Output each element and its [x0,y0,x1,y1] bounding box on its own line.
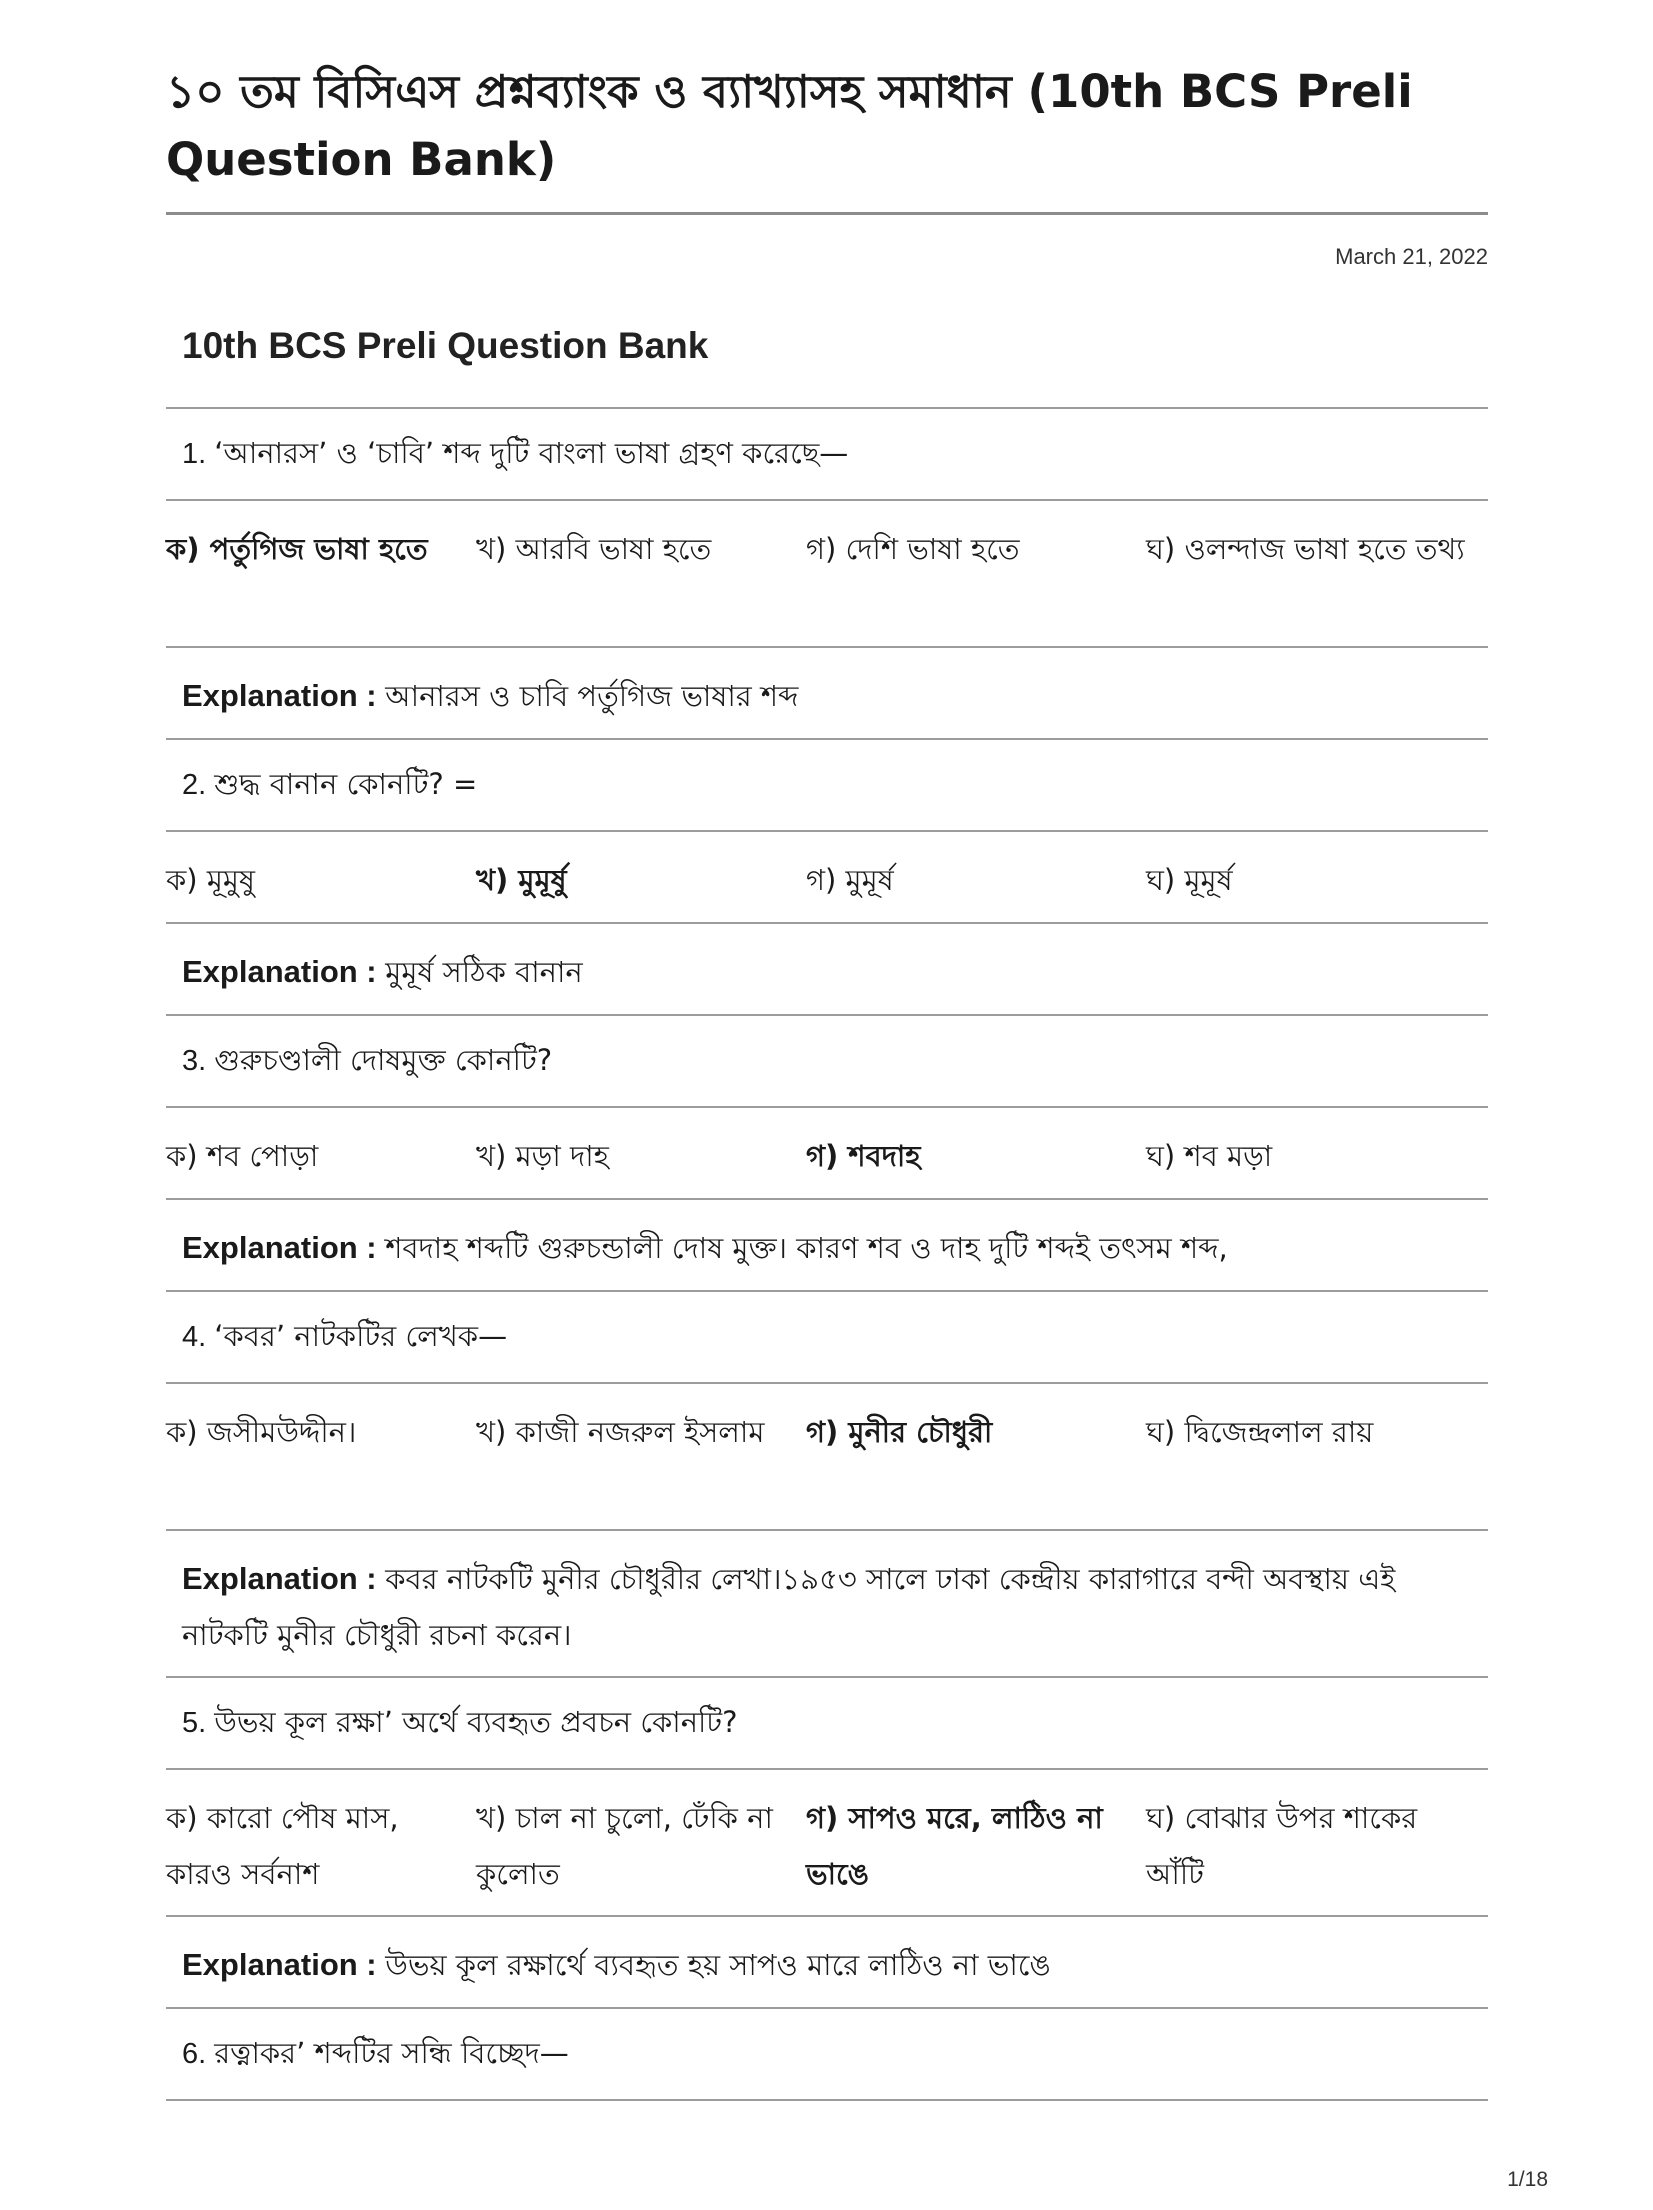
option-ga: গ) সাপও মরে, লাঠিও না ভাঙে [806,1801,1103,1891]
explanation-2 [166,924,1488,1016]
explanation-3 [166,1200,1488,1292]
options-3 [166,1108,1488,1200]
question-number: 6. [182,2038,215,2070]
options-5 [166,1770,1488,1917]
options-2 [166,832,1488,924]
explanation-5 [166,1917,1488,2009]
question-number: 1. [182,438,215,470]
question-5 [166,1678,1488,1770]
option-kha: খ) মুমূর্ষু [476,863,567,897]
section-title: 10th BCS Preli Question Bank [182,325,709,366]
question-4 [166,1292,1488,1384]
explanation-text: উভয় কূল রক্ষার্থে ব্যবহৃত হয় সাপও মারে লাঠিও না ভাঙে [385,1948,1051,1982]
question-number: 3. [182,1045,215,1077]
explanation-label: Explanation : [182,1230,386,1265]
question-1 [166,409,1488,501]
option-ka: ক) জসীমউদ্দীন। [166,1415,357,1449]
publish-date: March 21, 2022 [1335,244,1488,269]
options-1 [166,501,1488,648]
question-text: গুরুচণ্ডালী দোষমুক্ত কোনটি? [214,1043,553,1077]
option-ka: ক) শব পোড়া [166,1139,319,1173]
option-ka: ক) কারো পৌষ মাস, কারও সর্বনাশ [166,1801,399,1891]
question-text: উভয় কূল রক্ষা’ অর্থে ব্যবহৃত প্রবচন কোনটি? [214,1705,738,1739]
option-gha: ঘ) মূমূর্ষ [1146,863,1233,897]
question-text: ‘কবর’ নাটকটির লেখক— [214,1319,508,1353]
question-3 [166,1016,1488,1108]
question-text: রত্নাকর’ শব্দটির সন্ধি বিচ্ছেদ— [214,2036,569,2070]
option-ga: গ) শবদাহ [806,1139,921,1173]
option-kha: খ) আরবি ভাষা হতে [476,532,712,566]
option-ga: গ) দেশি ভাষা হতে [806,532,1020,566]
explanation-label: Explanation : [182,1947,386,1982]
explanation-1 [166,648,1488,740]
option-kha: খ) মড়া দাহ [476,1139,609,1173]
option-gha: ঘ) শব মড়া [1146,1139,1273,1173]
option-ga: গ) মুনীর চৌধুরী [806,1415,993,1449]
option-kha: খ) চাল না চুলো, ঢেঁকি না কুলোত [476,1801,773,1891]
question-number: 2. [182,769,215,801]
question-number: 4. [182,1321,215,1353]
explanation-text: আনারস ও চাবি পর্তুগিজ ভাষার শব্দ [385,679,799,713]
question-number: 5. [182,1707,215,1739]
explanation-label: Explanation : [182,678,386,713]
explanation-text: শবদাহ শব্দটি গুরুচন্ডালী দোষ মুক্ত। কারণ শব ও দাহ দুটি শব্দই তৎসম শব্দ, [385,1231,1228,1265]
option-ka: ক) মূমুষু [166,863,256,897]
title-divider [166,212,1488,215]
question-6 [166,2009,1488,2101]
question-text: ‘আনারস’ ও ‘চাবি’ শব্দ দুটি বাংলা ভাষা গ্রহণ করেছে— [214,436,849,470]
document-page [166,58,1488,2101]
options-4 [166,1384,1488,1531]
document-title: ১০ তম বিসিএস প্রশ্নব্যাংক ও ব্যাখ্যাসহ সমাধান (10th BCS Preli Question Bank) [166,65,1413,186]
explanation-4 [166,1531,1488,1678]
question-list [166,407,1488,2101]
option-kha: খ) কাজী নজরুল ইসলাম [476,1415,765,1449]
question-2 [166,740,1488,832]
explanation-text: কবর নাটকটি মুনীর চৌধুরীর লেখা।১৯৫৩ সালে ঢাকা কেন্দ্রীয় কারাগারে বন্দী অবস্থায় এই নাটকটি মুনীর চৌধুরী রচনা করেন। [182,1562,1396,1652]
option-ga: গ) মুমূর্ষ [806,863,894,897]
explanation-text: মুমূর্ষ সঠিক বানান [385,955,583,989]
option-ka: ক) পর্তুগিজ ভাষা হতে [166,532,428,566]
option-gha: ঘ) ওলন্দাজ ভাষা হতে তথ্য [1146,532,1465,566]
explanation-label: Explanation : [182,954,386,989]
option-gha: ঘ) দ্বিজেন্দ্রলাল রায় [1146,1415,1374,1449]
page-number: 1/18 [1507,2168,1548,2191]
explanation-label: Explanation : [182,1561,386,1596]
question-text: শুদ্ধ বানান কোনটি? = [214,767,478,801]
option-gha: ঘ) বোঝার উপর শাকের আঁটি [1146,1801,1418,1891]
